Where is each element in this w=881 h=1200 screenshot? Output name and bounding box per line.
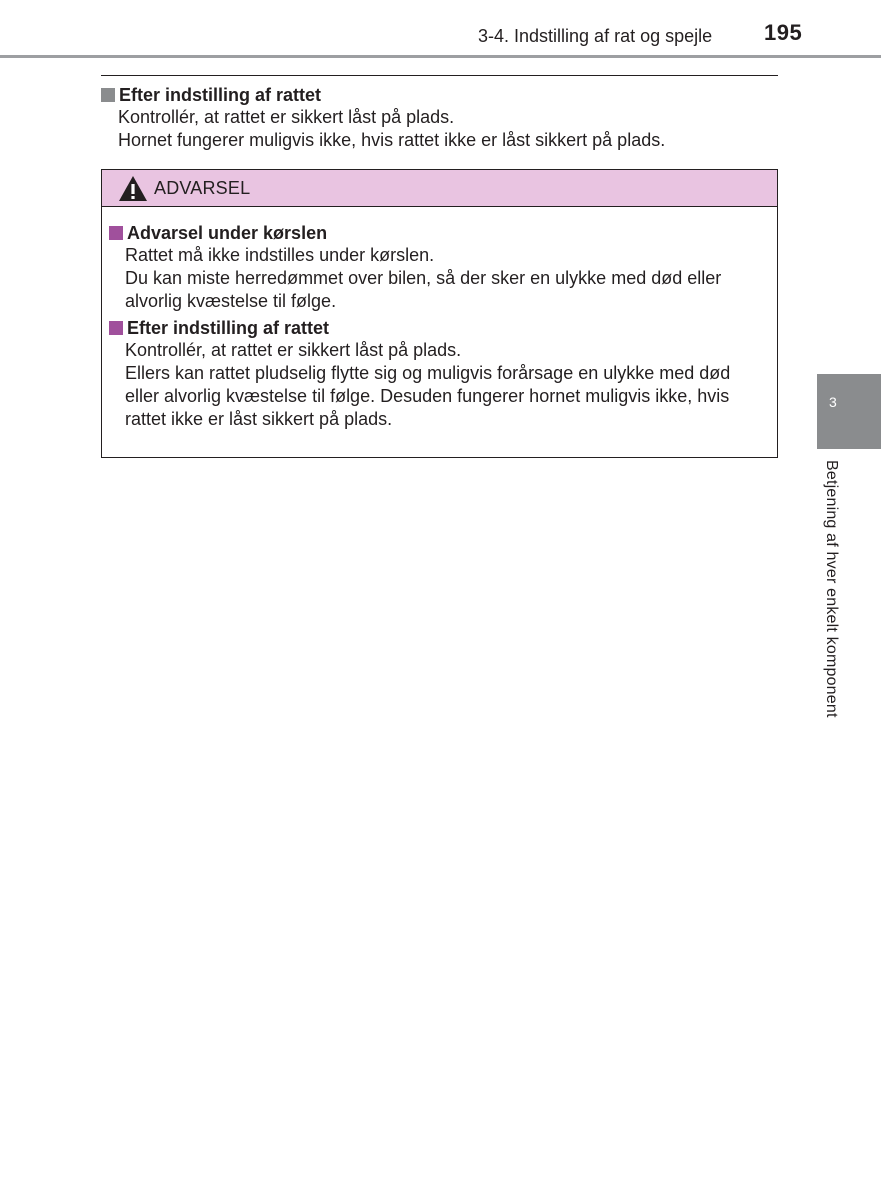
warning-header [102, 170, 777, 207]
intro-heading [101, 84, 781, 106]
header-divider [0, 55, 881, 58]
warning-line: Kontrollér, at rattet er sikkert låst på plads. [125, 340, 462, 360]
page-number: 195 [764, 20, 803, 45]
intro-line: Kontrollér, at rattet er sikkert låst på plads. [118, 107, 455, 127]
warning-section [109, 222, 777, 313]
warning-line: Ellers kan rattet pludselig flytte sig og muligvis forårsage en ulykke med død [125, 363, 731, 383]
warning-line: Du kan miste herredømmet over bilen, så der sker en ulykke med død eller [125, 268, 722, 288]
intro-line: Hornet fungerer muligvis ikke, hvis rattet ikke er låst sikkert på plads. [118, 130, 666, 150]
warning-line: eller alvorlig kvæstelse til følge. Desuden fungerer hornet muligvis ikke, hvis [125, 386, 730, 406]
warning-section-heading [109, 317, 777, 339]
square-bullet-icon [101, 88, 115, 102]
warning-content [102, 207, 777, 431]
warning-section-heading [109, 222, 777, 244]
chapter-number: 3 [829, 394, 837, 410]
intro-heading-text: Efter indstilling af rattet [119, 85, 322, 105]
warning-box [101, 169, 778, 458]
section-title: 3-4. Indstilling af rat og spejle [478, 26, 713, 46]
section-divider [101, 75, 778, 76]
chapter-tab [817, 374, 881, 449]
warning-section [109, 317, 777, 431]
warning-line: alvorlig kvæstelse til følge. [125, 291, 337, 311]
intro-section [101, 84, 781, 152]
warning-line: rattet ikke er låst sikkert på plads. [125, 409, 393, 429]
warning-label: ADVARSEL [154, 177, 251, 198]
square-bullet-icon [109, 226, 123, 240]
warning-heading-text: Efter indstilling af rattet [127, 318, 330, 338]
warning-line: Rattet må ikke indstilles under kørslen. [125, 245, 435, 265]
warning-triangle-icon [118, 175, 148, 202]
chapter-title: Betjening af hver enkelt komponent [823, 460, 840, 718]
warning-heading-text: Advarsel under kørslen [127, 223, 328, 243]
square-bullet-icon [109, 321, 123, 335]
